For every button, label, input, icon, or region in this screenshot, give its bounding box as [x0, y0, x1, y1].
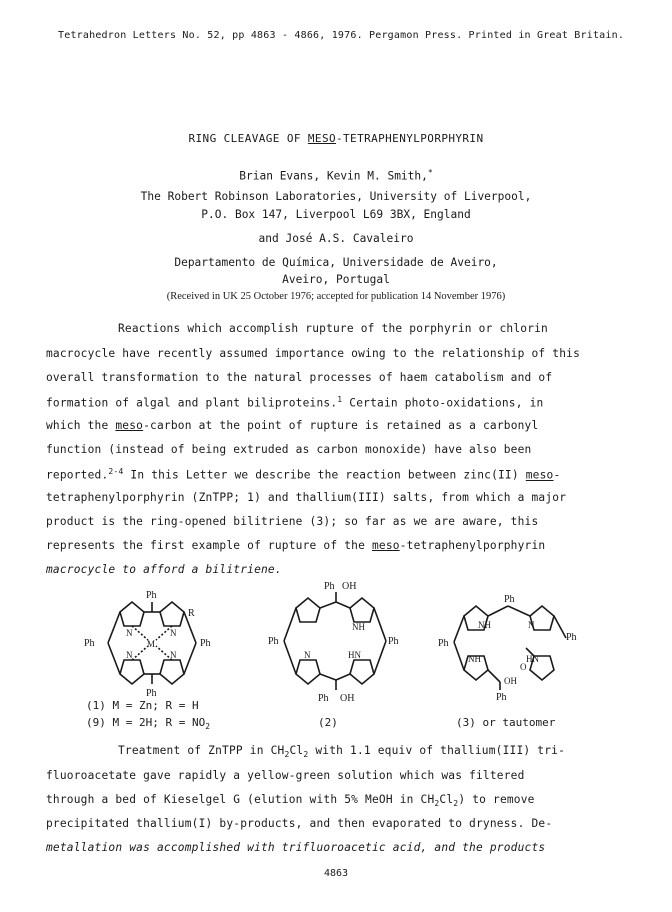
s2-n: N: [304, 650, 311, 660]
affiliation-2-line-1: Departamento de Química, Universidade de Aveiro,: [174, 256, 498, 269]
p1-line-8: tetraphenylporphyrin (ZnTPP; 1) and thallium(III) salts, from which a major: [46, 491, 567, 504]
s1-ph-left: Ph: [84, 638, 95, 649]
p1-line-6: function (instead of being extruded as carbon monoxide) have also been: [46, 443, 532, 456]
s1-ph-bottom: Ph: [146, 688, 157, 699]
s2-oh-bottom: OH: [340, 693, 355, 704]
p1-line-2: macrocycle have recently assumed importance owing to the relationship of this: [46, 347, 581, 360]
s1-r: R: [188, 608, 195, 619]
s3-ph-bottom: Ph: [496, 692, 507, 702]
s1-n4: N: [170, 650, 177, 660]
affiliation-1-line-2: P.O. Box 147, Liverpool L69 3BX, England: [201, 208, 471, 221]
s1-m: M: [147, 639, 156, 649]
p2-line-4: precipitated thallium(I) by-products, and then evaporated to dryness. De-: [46, 817, 553, 830]
affiliation-2-line-2: Aveiro, Portugal: [282, 273, 390, 286]
structure-3-bilitriene: [438, 590, 588, 702]
s3-ph-left: Ph: [438, 638, 449, 649]
p2-line-3: through a bed of Kieselgel G (elution with 5% MeOH in $CH_2Cl_2$) to remove: [46, 793, 535, 809]
s1-n3: N: [126, 650, 133, 660]
s3-n: N: [528, 620, 535, 630]
p1-line-9: product is the ring-opened bilitriene (3); so far as we are aware, this: [46, 515, 539, 528]
s2-ph-top: Ph: [324, 581, 335, 592]
caption-3: (3) or tautomer: [456, 716, 556, 729]
s3-nh2: NH: [468, 654, 481, 664]
affiliation-1-line-1: The Robert Robinson Laboratories, University of Liverpool,: [140, 190, 532, 203]
p1-line-7: reported.$^{2-4}$ In this Letter we describe the reaction between zinc(II) meso-: [46, 467, 561, 482]
s2-ph-bottom: Ph: [318, 693, 329, 704]
co-author: and José A.S. Cavaleiro: [258, 232, 414, 245]
received-line: (Received in UK 25 October 1976; accepted for publication 14 November 1976): [166, 291, 506, 302]
s3-nh: NH: [478, 620, 491, 630]
s1-ph-right: Ph: [200, 638, 211, 649]
p1-line-1: Reactions which accomplish rupture of the porphyrin or chlorin: [118, 322, 548, 335]
p2-line-2: fluoroacetate gave rapidly a yellow-green solution which was filtered: [46, 769, 525, 782]
p1-line-11: macrocycle to afford a bilitriene.: [46, 563, 282, 576]
structure-1-porphyrin: [82, 588, 222, 700]
s2-nh-top: NH: [352, 622, 365, 632]
s2-oh-top: OH: [342, 581, 357, 592]
p1-line-4: formation of algal and plant biliproteins.$^1$ Certain photo-oxidations, in: [46, 395, 544, 410]
s1-n2: N: [170, 628, 177, 638]
s2-hn: HN: [348, 650, 361, 660]
p1-line-5: which the meso-carbon at the point of rupture is retained as a carbonyl: [46, 419, 539, 432]
caption-1a: (1) M = Zn; R = H: [86, 699, 199, 712]
structure-2-dihydroxy: [266, 578, 406, 706]
s3-oh: OH: [504, 676, 517, 686]
s3-ph-right: Ph: [566, 632, 577, 643]
s3-ph-top: Ph: [504, 594, 515, 605]
s2-ph-left: Ph: [268, 636, 279, 647]
caption-2: (2): [318, 716, 338, 729]
s1-ph-top: Ph: [146, 590, 157, 601]
caption-1b: (9) M = 2H; $R = NO_2$: [86, 716, 211, 732]
article-title: RING CLEAVAGE OF MESO-TETRAPHENYLPORPHYRIN: [188, 132, 484, 145]
p1-line-3: overall transformation to the natural processes of haem catabolism and of: [46, 371, 553, 384]
p2-line-5: metallation was accomplished with trifluoroacetic acid, and the products: [46, 841, 546, 854]
page-number: 4863: [323, 868, 349, 879]
s2-ph-right: Ph: [388, 636, 399, 647]
p1-line-10: represents the first example of rupture of the meso-tetraphenylporphyrin: [46, 539, 546, 552]
authors: Brian Evans, Kevin M. Smith,*: [239, 168, 433, 183]
s3-o: O: [520, 662, 527, 672]
s1-n1: N: [126, 628, 133, 638]
s3-hn: HN: [526, 654, 539, 664]
p2-line-1: Treatment of ZnTPP in $CH_2Cl_2$ with 1.1 equiv of thallium(III) tri-: [118, 744, 566, 760]
journal-header: Tetrahedron Letters No. 52, pp 4863 - 4866, 1976. Pergamon Press. Printed in Great Britain.: [58, 30, 625, 41]
